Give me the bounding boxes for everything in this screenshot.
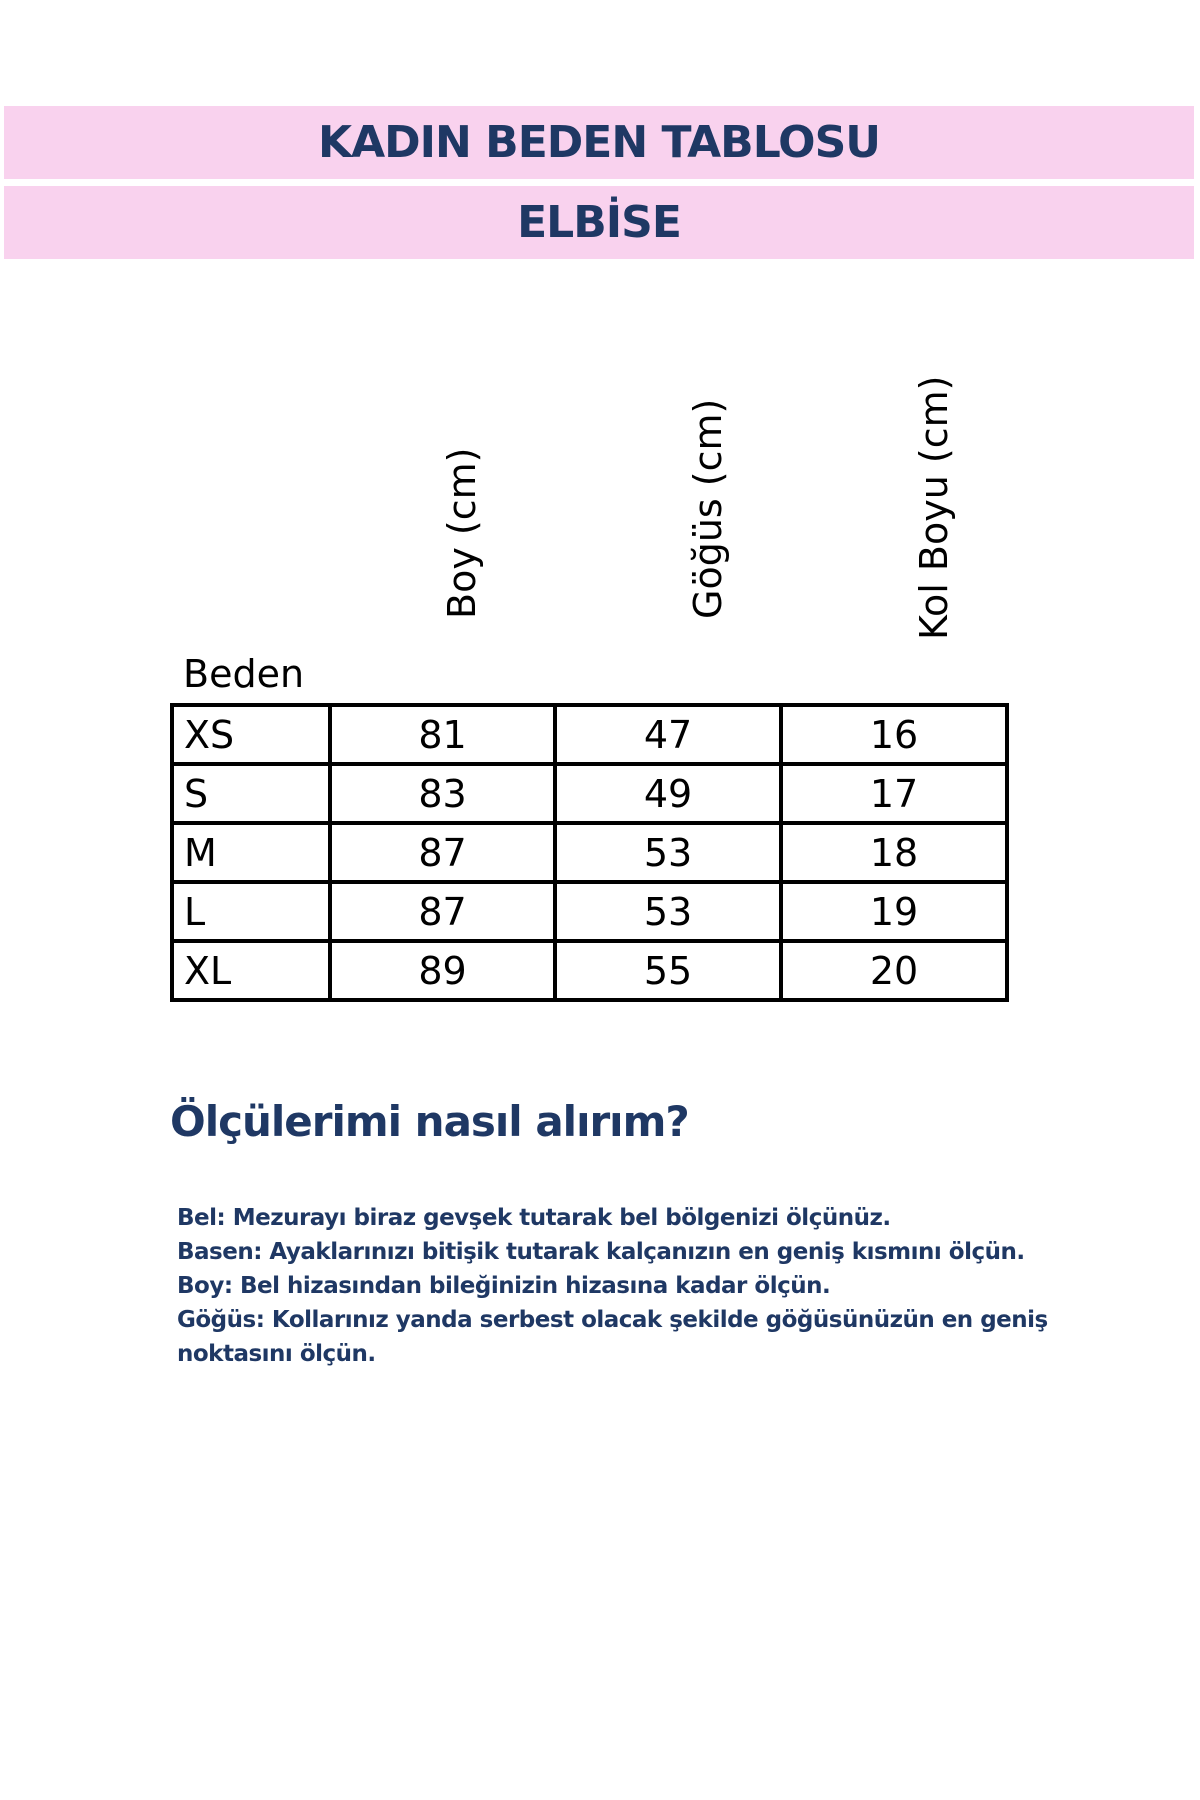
boy-cell: 87	[330, 882, 555, 941]
instruction-gogus: Göğüs: Kollarınız yanda serbest olacak şekilde göğüsünüzün en geniş noktasını ölçün.	[177, 1307, 1048, 1367]
column-header-boy: Boy (cm)	[440, 447, 484, 619]
instruction-basen: Basen: Ayaklarınızı bitişik tutarak kalçanızın en geniş kısmını ölçün.	[177, 1239, 1025, 1265]
measurement-instructions	[177, 1201, 1057, 1371]
size-table	[170, 703, 1009, 1002]
gogus-cell: 53	[555, 882, 781, 941]
size-cell: L	[172, 882, 330, 941]
size-cell: M	[172, 823, 330, 882]
table-row	[172, 764, 1007, 823]
instruction-bel: Bel: Mezurayı biraz gevşek tutarak bel bölgenizi ölçünüz.	[177, 1205, 891, 1231]
gogus-cell: 49	[555, 764, 781, 823]
row-header-label: Beden	[183, 652, 305, 696]
size-cell: XL	[172, 941, 330, 1000]
boy-cell: 83	[330, 764, 555, 823]
gogus-cell: 47	[555, 705, 781, 764]
subtitle-banner	[4, 186, 1194, 259]
table-row	[172, 823, 1007, 882]
kol-boyu-cell: 19	[781, 882, 1007, 941]
size-cell: XS	[172, 705, 330, 764]
gogus-cell: 55	[555, 941, 781, 1000]
table-row	[172, 705, 1007, 764]
boy-cell: 89	[330, 941, 555, 1000]
gogus-cell: 53	[555, 823, 781, 882]
table-row	[172, 882, 1007, 941]
boy-cell: 87	[330, 823, 555, 882]
page-title: KADIN BEDEN TABLOSU	[318, 117, 880, 168]
howto-heading: Ölçülerimi nasıl alırım?	[170, 1097, 689, 1146]
table-row	[172, 941, 1007, 1000]
instruction-boy: Boy: Bel hizasından bileğinizin hizasına kadar ölçün.	[177, 1273, 831, 1299]
kol-boyu-cell: 17	[781, 764, 1007, 823]
title-banner	[4, 106, 1194, 179]
page-subtitle: ELBİSE	[517, 197, 681, 248]
kol-boyu-cell: 20	[781, 941, 1007, 1000]
size-cell: S	[172, 764, 330, 823]
boy-cell: 81	[330, 705, 555, 764]
kol-boyu-cell: 18	[781, 823, 1007, 882]
column-header-gogus: Göğüs (cm)	[686, 398, 730, 619]
kol-boyu-cell: 16	[781, 705, 1007, 764]
